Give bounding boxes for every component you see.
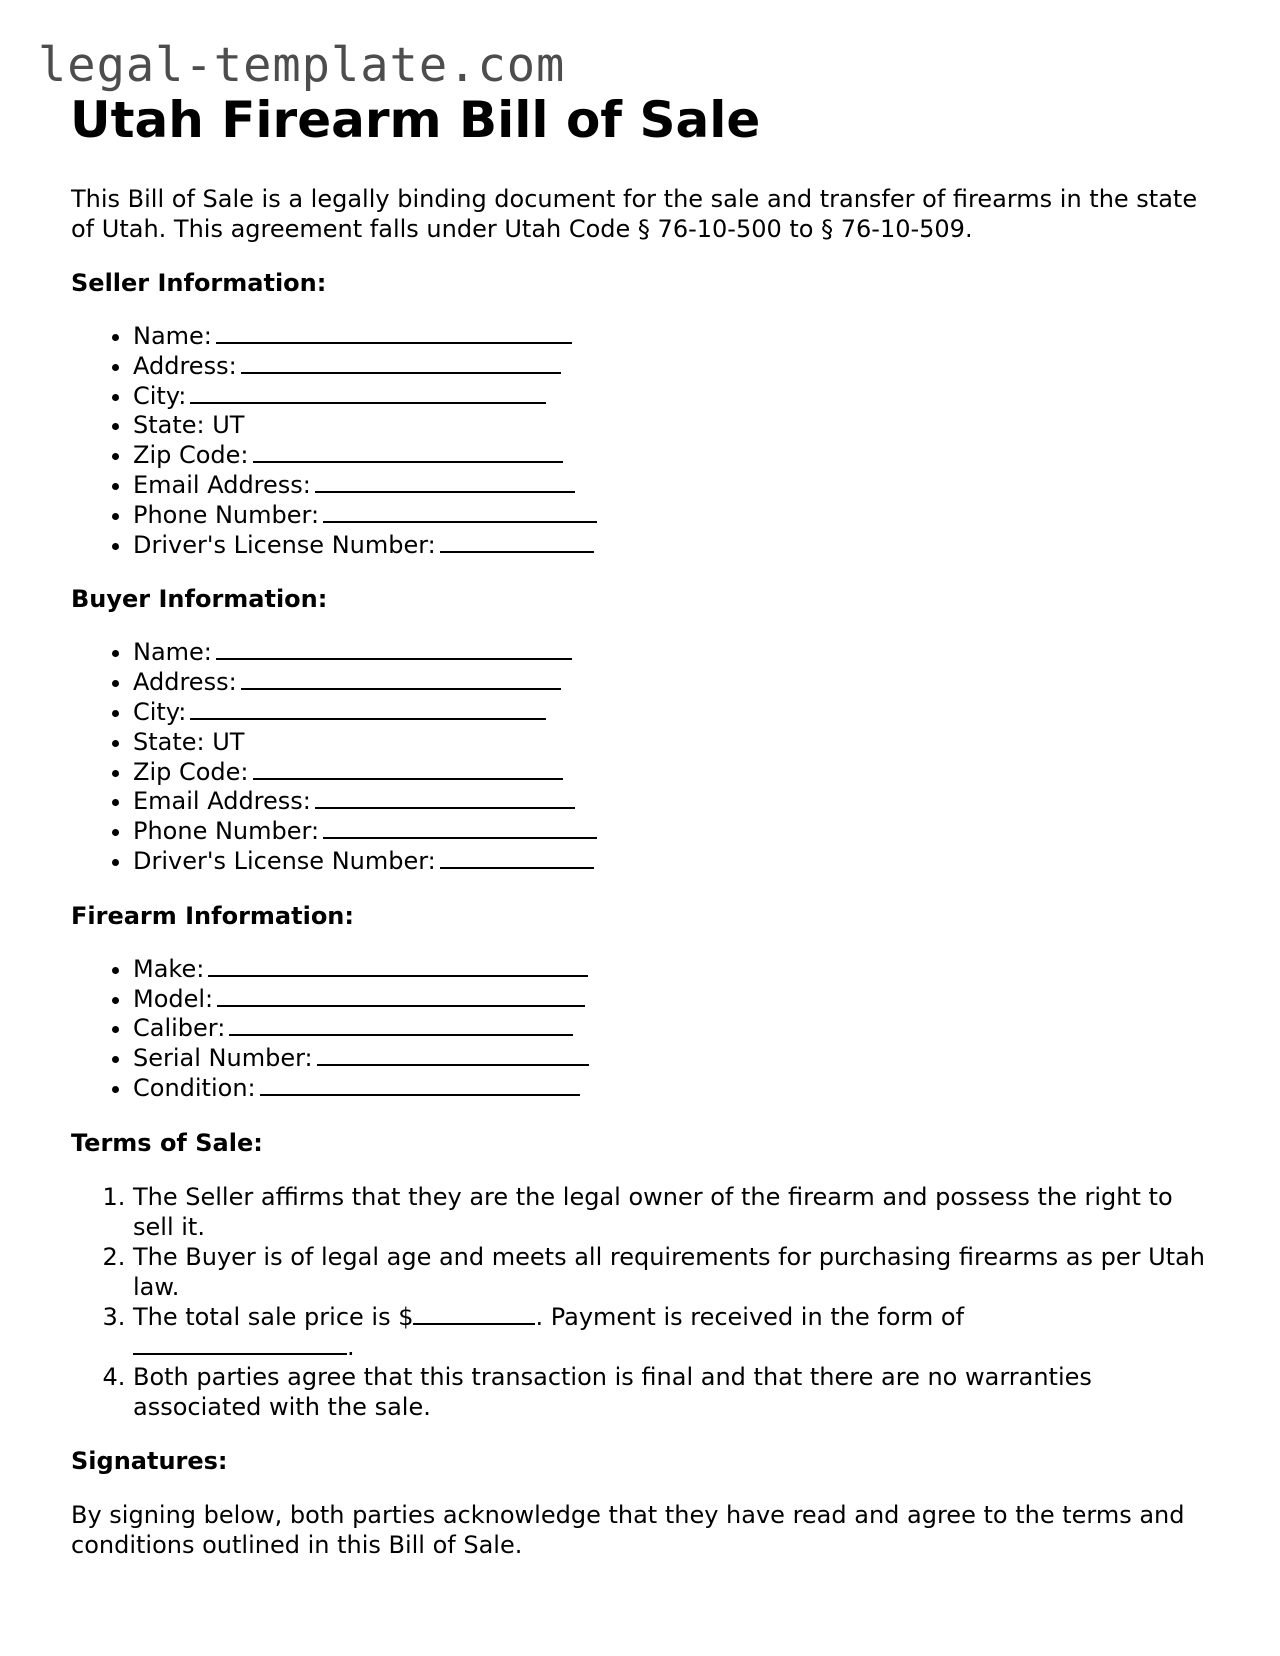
blank-line[interactable] <box>216 322 572 344</box>
buyer-license-field[interactable] <box>133 847 1211 877</box>
blank-line[interactable] <box>217 985 585 1007</box>
field-label: Email Address: <box>133 470 311 499</box>
seller-city-field[interactable] <box>133 382 1211 412</box>
blank-line[interactable] <box>323 817 597 839</box>
term-item <box>133 1242 1211 1302</box>
firearm-fields <box>71 955 1211 1104</box>
payment-form-blank[interactable] <box>133 1333 347 1355</box>
field-label: Model: <box>133 984 214 1013</box>
blank-line[interactable] <box>241 352 561 374</box>
buyer-fields <box>71 638 1211 876</box>
seller-email-field[interactable] <box>133 471 1211 501</box>
firearm-model-field[interactable] <box>133 985 1211 1015</box>
blank-line[interactable] <box>315 471 575 493</box>
terms-heading: Terms of Sale: <box>71 1128 263 1157</box>
seller-address-field[interactable] <box>133 352 1211 382</box>
seller-zip-field[interactable] <box>133 441 1211 471</box>
field-label: Caliber: <box>133 1014 226 1043</box>
field-label: Name: <box>133 322 212 350</box>
term-text: The Seller affirms that they are the legal owner of the firearm and possess the right to sell it. <box>133 1182 1173 1241</box>
blank-line[interactable] <box>216 638 572 660</box>
field-label: Phone Number: <box>133 500 320 529</box>
field-label: Driver's License Number: <box>133 530 436 559</box>
blank-line[interactable] <box>229 1014 573 1036</box>
blank-line[interactable] <box>190 698 546 720</box>
field-label: Serial Number: <box>133 1044 313 1073</box>
term-text: Both parties agree that this transaction is final and that there are no warranties associated with the sale. <box>133 1362 1092 1421</box>
field-label: Address: <box>133 668 237 697</box>
field-label: State: UT <box>133 411 245 440</box>
field-label: City: <box>133 381 187 410</box>
blank-line[interactable] <box>241 668 561 690</box>
field-label: City: <box>133 697 187 726</box>
firearm-make-field[interactable] <box>133 955 1211 985</box>
seller-heading: Seller Information: <box>71 269 327 297</box>
field-label: Zip Code: <box>133 757 249 786</box>
term-text: . <box>347 1332 355 1361</box>
term-item-price <box>133 1302 1211 1362</box>
intro-paragraph: This Bill of Sale is a legally binding document for the sale and transfer of firearms in the state of Utah. This agreement falls under Utah Code § 76-10-500 to § 76-10-509. <box>71 185 1198 243</box>
buyer-phone-field[interactable] <box>133 817 1211 847</box>
term-text: The total sale price is $ <box>133 1302 414 1331</box>
blank-line[interactable] <box>260 1074 580 1096</box>
document-body <box>71 184 1211 1560</box>
buyer-state-field <box>133 728 1211 758</box>
buyer-name-field[interactable] <box>133 638 1211 668</box>
field-label: Name: <box>133 638 212 667</box>
field-label: Email Address: <box>133 787 311 816</box>
buyer-city-field[interactable] <box>133 698 1211 728</box>
watermark: legal-template.com <box>38 38 566 93</box>
blank-line[interactable] <box>440 847 594 869</box>
field-label: Driver's License Number: <box>133 846 436 875</box>
field-label: State: UT <box>133 727 245 756</box>
blank-line[interactable] <box>440 531 594 553</box>
seller-fields <box>71 322 1211 560</box>
document-title: Utah Firearm Bill of Sale <box>70 91 761 149</box>
blank-line[interactable] <box>317 1044 589 1066</box>
term-text: The Buyer is of legal age and meets all requirements for purchasing firearms as per Utah law. <box>133 1242 1205 1301</box>
blank-line[interactable] <box>190 382 546 404</box>
blank-line[interactable] <box>253 441 563 463</box>
buyer-email-field[interactable] <box>133 787 1211 817</box>
terms-list <box>71 1182 1211 1422</box>
blank-line[interactable] <box>253 758 563 780</box>
seller-phone-field[interactable] <box>133 501 1211 531</box>
firearm-serial-field[interactable] <box>133 1044 1211 1074</box>
firearm-condition-field[interactable] <box>133 1074 1211 1104</box>
blank-line[interactable] <box>323 501 597 523</box>
signatures-heading: Signatures: <box>71 1446 228 1475</box>
sale-price-blank[interactable] <box>413 1303 535 1325</box>
term-text: . Payment is received in the form of <box>535 1302 965 1331</box>
seller-state-field <box>133 411 1211 441</box>
seller-license-field[interactable] <box>133 531 1211 561</box>
field-label: Make: <box>133 954 205 983</box>
field-label: Condition: <box>133 1073 256 1102</box>
firearm-heading: Firearm Information: <box>71 901 354 930</box>
blank-line[interactable] <box>315 787 575 809</box>
blank-line[interactable] <box>208 955 588 977</box>
buyer-heading: Buyer Information: <box>71 585 328 614</box>
field-label: Phone Number: <box>133 817 320 846</box>
term-item <box>133 1362 1211 1422</box>
term-item <box>133 1182 1211 1242</box>
field-label: Zip Code: <box>133 441 249 470</box>
buyer-address-field[interactable] <box>133 668 1211 698</box>
field-label: Address: <box>133 351 237 380</box>
firearm-caliber-field[interactable] <box>133 1014 1211 1044</box>
seller-name-field[interactable] <box>133 322 1211 352</box>
buyer-zip-field[interactable] <box>133 758 1211 788</box>
signatures-paragraph: By signing below, both parties acknowledge that they have read and agree to the terms and conditions outlined in this Bill of Sale. <box>71 1500 1185 1559</box>
